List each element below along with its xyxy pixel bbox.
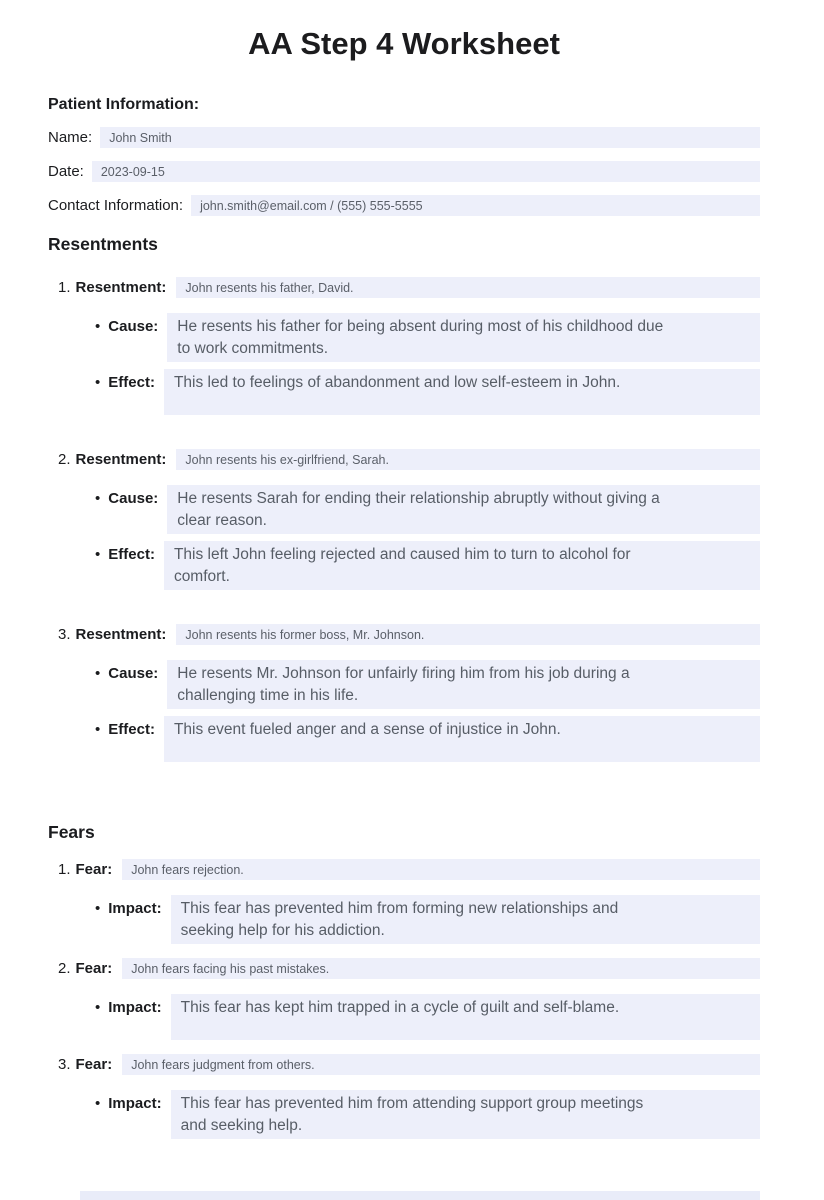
bullet-icon: • xyxy=(95,546,101,563)
resentment-row xyxy=(48,277,760,298)
fear-row xyxy=(48,1054,760,1075)
contact-row xyxy=(48,195,760,216)
resentment-label: Resentment: xyxy=(75,451,167,468)
fear-number: 2. xyxy=(58,960,71,977)
fear-item xyxy=(48,859,760,944)
impact-row xyxy=(48,895,760,944)
fear-item xyxy=(48,1054,760,1139)
effect-row xyxy=(48,369,760,415)
bullet-icon: • xyxy=(95,900,101,917)
page-title: AA Step 4 Worksheet xyxy=(248,26,560,61)
bottom-cutoff-field[interactable] xyxy=(80,1191,760,1200)
fear-label: Fear: xyxy=(75,861,113,878)
impact-label: Impact: xyxy=(108,900,162,917)
effect-label: Effect: xyxy=(108,721,155,738)
cause-row xyxy=(48,660,760,709)
fear-number: 1. xyxy=(58,861,71,878)
bullet-icon: • xyxy=(95,374,101,391)
impact-row xyxy=(48,994,760,1040)
effect-field[interactable]: This event fueled anger and a sense of injustice in John. xyxy=(164,716,760,762)
effect-field[interactable]: This led to feelings of abandonment and low self-esteem in John. xyxy=(164,369,760,415)
fear-row xyxy=(48,958,760,979)
impact-row xyxy=(48,1090,760,1139)
fears-heading: Fears xyxy=(48,822,95,842)
worksheet-page xyxy=(0,26,824,1139)
resentment-row xyxy=(48,624,760,645)
resentment-number: 2. xyxy=(58,451,71,468)
bullet-icon: • xyxy=(95,318,101,335)
fear-label: Fear: xyxy=(75,1056,113,1073)
cause-field[interactable]: He resents Mr. Johnson for unfairly firing him from his job during a challenging time in his life. xyxy=(167,660,760,709)
fear-row xyxy=(48,859,760,880)
fear-field[interactable]: John fears facing his past mistakes. xyxy=(122,958,760,979)
resentment-number: 1. xyxy=(58,279,71,296)
effect-label: Effect: xyxy=(108,546,155,563)
effect-field[interactable]: This left John feeling rejected and caused him to turn to alcohol for comfort. xyxy=(164,541,760,590)
name-row xyxy=(48,127,760,148)
name-field[interactable]: John Smith xyxy=(100,127,760,148)
fear-item xyxy=(48,958,760,1040)
resentment-item xyxy=(48,277,760,415)
date-label: Date: xyxy=(48,163,84,180)
contact-field[interactable]: john.smith@email.com / (555) 555-5555 xyxy=(191,195,760,216)
resentment-item xyxy=(48,449,760,590)
patient-info-heading: Patient Information: xyxy=(48,96,200,113)
resentment-field[interactable]: John resents his ex-girlfriend, Sarah. xyxy=(176,449,760,470)
date-row xyxy=(48,161,760,182)
cause-label: Cause: xyxy=(108,665,159,682)
cause-field[interactable]: He resents Sarah for ending their relationship abruptly without giving a clear reason. xyxy=(167,485,760,534)
impact-field[interactable]: This fear has prevented him from attending support group meetings and seeking help. xyxy=(171,1090,760,1139)
bullet-icon: • xyxy=(95,999,101,1016)
fear-field[interactable]: John fears judgment from others. xyxy=(122,1054,760,1075)
effect-row xyxy=(48,716,760,762)
impact-label: Impact: xyxy=(108,1095,162,1112)
bullet-icon: • xyxy=(95,665,101,682)
resentment-field[interactable]: John resents his former boss, Mr. Johnson. xyxy=(176,624,760,645)
resentment-number: 3. xyxy=(58,626,71,643)
cause-row xyxy=(48,313,760,362)
cause-label: Cause: xyxy=(108,490,159,507)
impact-field[interactable]: This fear has prevented him from forming new relationships and seeking help for his addiction. xyxy=(171,895,760,944)
effect-row xyxy=(48,541,760,590)
name-label: Name: xyxy=(48,129,93,146)
bullet-icon: • xyxy=(95,721,101,738)
cause-field[interactable]: He resents his father for being absent during most of his childhood due to work commitments. xyxy=(167,313,760,362)
cause-row xyxy=(48,485,760,534)
date-field[interactable]: 2023-09-15 xyxy=(92,161,760,182)
impact-field[interactable]: This fear has kept him trapped in a cycle of guilt and self-blame. xyxy=(171,994,760,1040)
fear-field[interactable]: John fears rejection. xyxy=(122,859,760,880)
resentments-heading: Resentments xyxy=(48,234,158,254)
contact-label: Contact Information: xyxy=(48,197,184,214)
bullet-icon: • xyxy=(95,1095,101,1112)
resentment-label: Resentment: xyxy=(75,626,167,643)
effect-label: Effect: xyxy=(108,374,155,391)
impact-label: Impact: xyxy=(108,999,162,1016)
resentment-row xyxy=(48,449,760,470)
fear-label: Fear: xyxy=(75,960,113,977)
resentment-label: Resentment: xyxy=(75,279,167,296)
resentment-item xyxy=(48,624,760,762)
fear-number: 3. xyxy=(58,1056,71,1073)
cause-label: Cause: xyxy=(108,318,159,335)
bullet-icon: • xyxy=(95,490,101,507)
resentment-field[interactable]: John resents his father, David. xyxy=(176,277,760,298)
